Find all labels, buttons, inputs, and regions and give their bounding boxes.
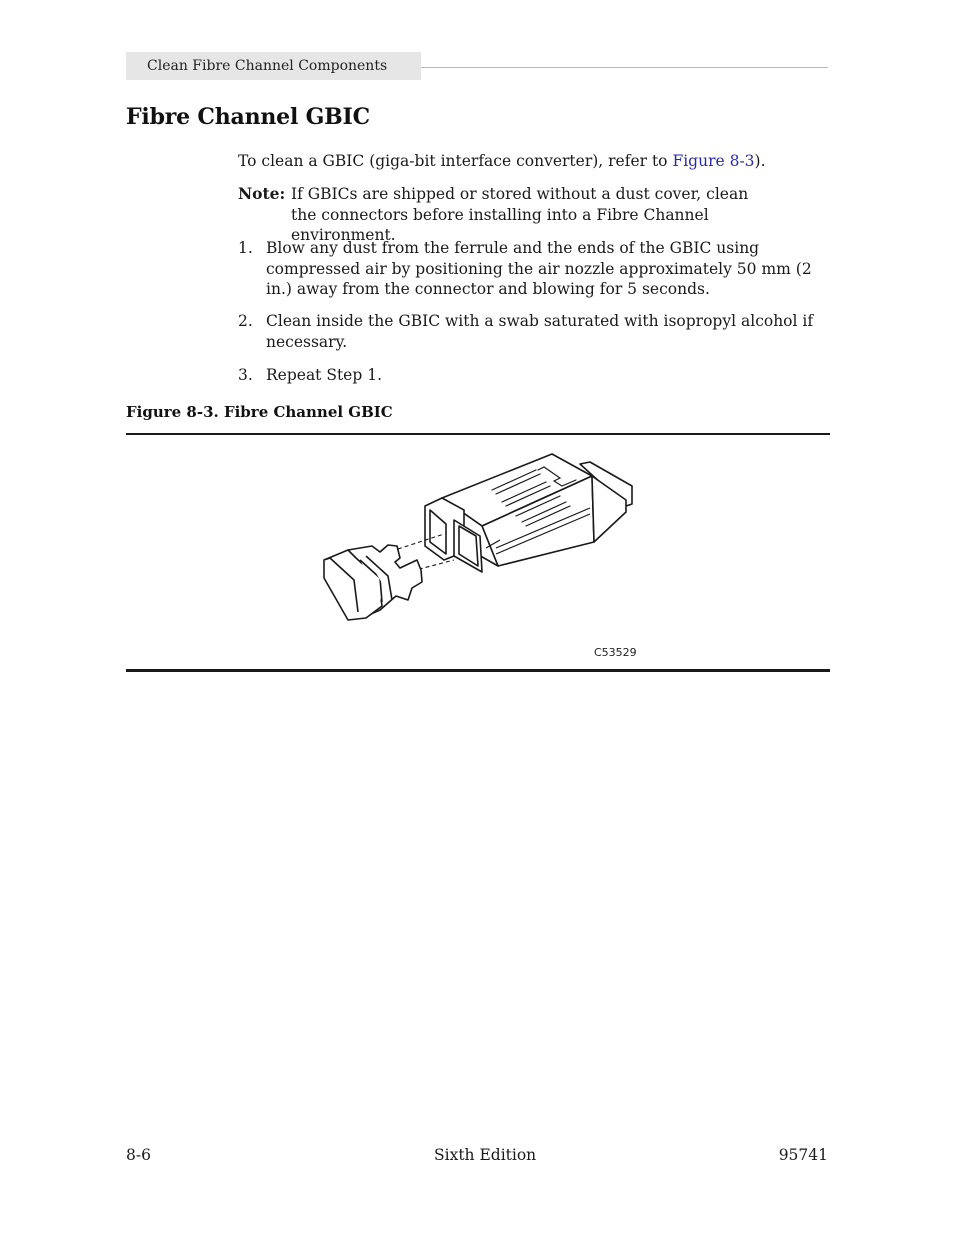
list-item — [238, 238, 828, 300]
document-number: 95741 — [778, 1146, 828, 1164]
edition-label: Sixth Edition — [434, 1146, 537, 1164]
running-header-title: Clean Fibre Channel Components — [147, 58, 388, 74]
header-rule — [421, 67, 828, 68]
intro-paragraph — [238, 151, 766, 172]
intro-text: To clean a GBIC (giga-bit interface converter), refer to — [238, 152, 673, 170]
note-block — [238, 184, 768, 246]
figure-link[interactable]: Figure 8-3 — [672, 152, 755, 170]
step-number: 2. — [238, 312, 253, 330]
step-text: Clean inside the GBIC with a swab saturated with isopropyl alcohol if necessary. — [266, 312, 814, 351]
running-header — [126, 52, 421, 80]
section-title: Fibre Channel GBIC — [126, 104, 370, 130]
figure-top-rule — [126, 433, 830, 435]
step-number: 1. — [238, 239, 253, 257]
figure-caption: Figure 8-3. Fibre Channel GBIC — [126, 403, 393, 421]
figure-bottom-rule — [126, 669, 830, 672]
gbic-illustration — [300, 450, 640, 630]
step-number: 3. — [238, 366, 253, 384]
list-item — [238, 365, 828, 386]
list-item — [238, 311, 828, 352]
intro-text-end: ). — [754, 152, 766, 170]
step-text: Repeat Step 1. — [266, 366, 382, 384]
figure-code: C53529 — [594, 646, 637, 659]
page-number: 8-6 — [126, 1146, 151, 1164]
step-text: Blow any dust from the ferrule and the ends of the GBIC using compressed air by positioning the air nozzle approximately 50 mm (2 in.) away from the connector and blowing for 5 seconds. — [266, 239, 812, 298]
note-label: Note: — [238, 184, 286, 203]
note-text: If GBICs are shipped or stored without a dust cover, clean the connectors before installing into a Fibre Channel environment. — [291, 185, 749, 244]
